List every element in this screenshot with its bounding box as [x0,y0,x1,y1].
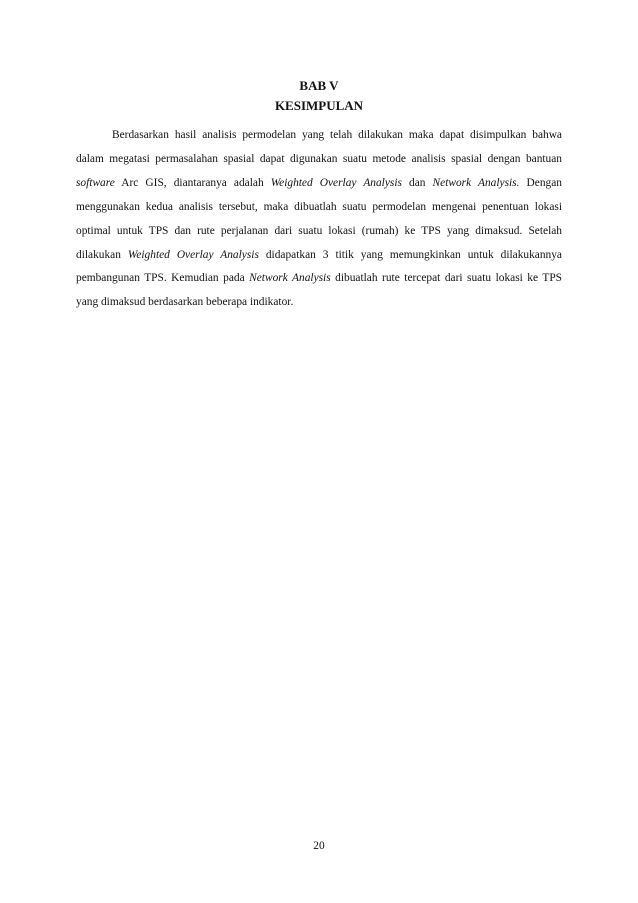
paragraph-segment: dan [401,176,433,189]
paragraph-segment-italic: Weighted Overlay Analysis [270,176,402,189]
conclusion-paragraph [76,124,562,315]
paragraph-segment-italic: software [76,176,115,189]
page-number: 20 [313,840,325,852]
paragraph-segment-italic: Network Analysis. [432,176,520,189]
paragraph-segment: Dengan menggunakan kedua analisis tersebut, maka dibuatlah suatu permodelan mengenai penentuan lokasi optimal untuk TPS dan rute perjalanan dari suatu lokasi (rumah) ke TPS yang dimaksud. Setelah dilakukan [76,176,562,261]
paragraph-segment: dibuatlah rute tercepat dari suatu lokasi ke TPS yang dimaksud berdasarkan beberapa indikator. [76,272,562,309]
paragraph-segment: didapatkan 3 titik yang memungkinkan untuk dilakukannya pembangunan TPS. Kemudian pada [76,248,562,285]
chapter-title: KESIMPULAN [274,98,364,113]
chapter-heading [0,76,638,116]
paragraph-segment: Berdasarkan hasil analisis permodelan yang telah dilakukan maka dapat disimpulkan bahwa dalam megatasi permasalahan spasial dapat digunakan suatu metode analisis spasial dengan bantuan [76,129,562,165]
paragraph-segment-italic: Network Analysis [249,272,331,285]
chapter-number: BAB V [299,78,339,93]
paragraph-segment-italic: Weighted Overlay Analysis [127,248,259,261]
paragraph-segment: Arc GIS, diantaranya adalah [114,176,271,189]
